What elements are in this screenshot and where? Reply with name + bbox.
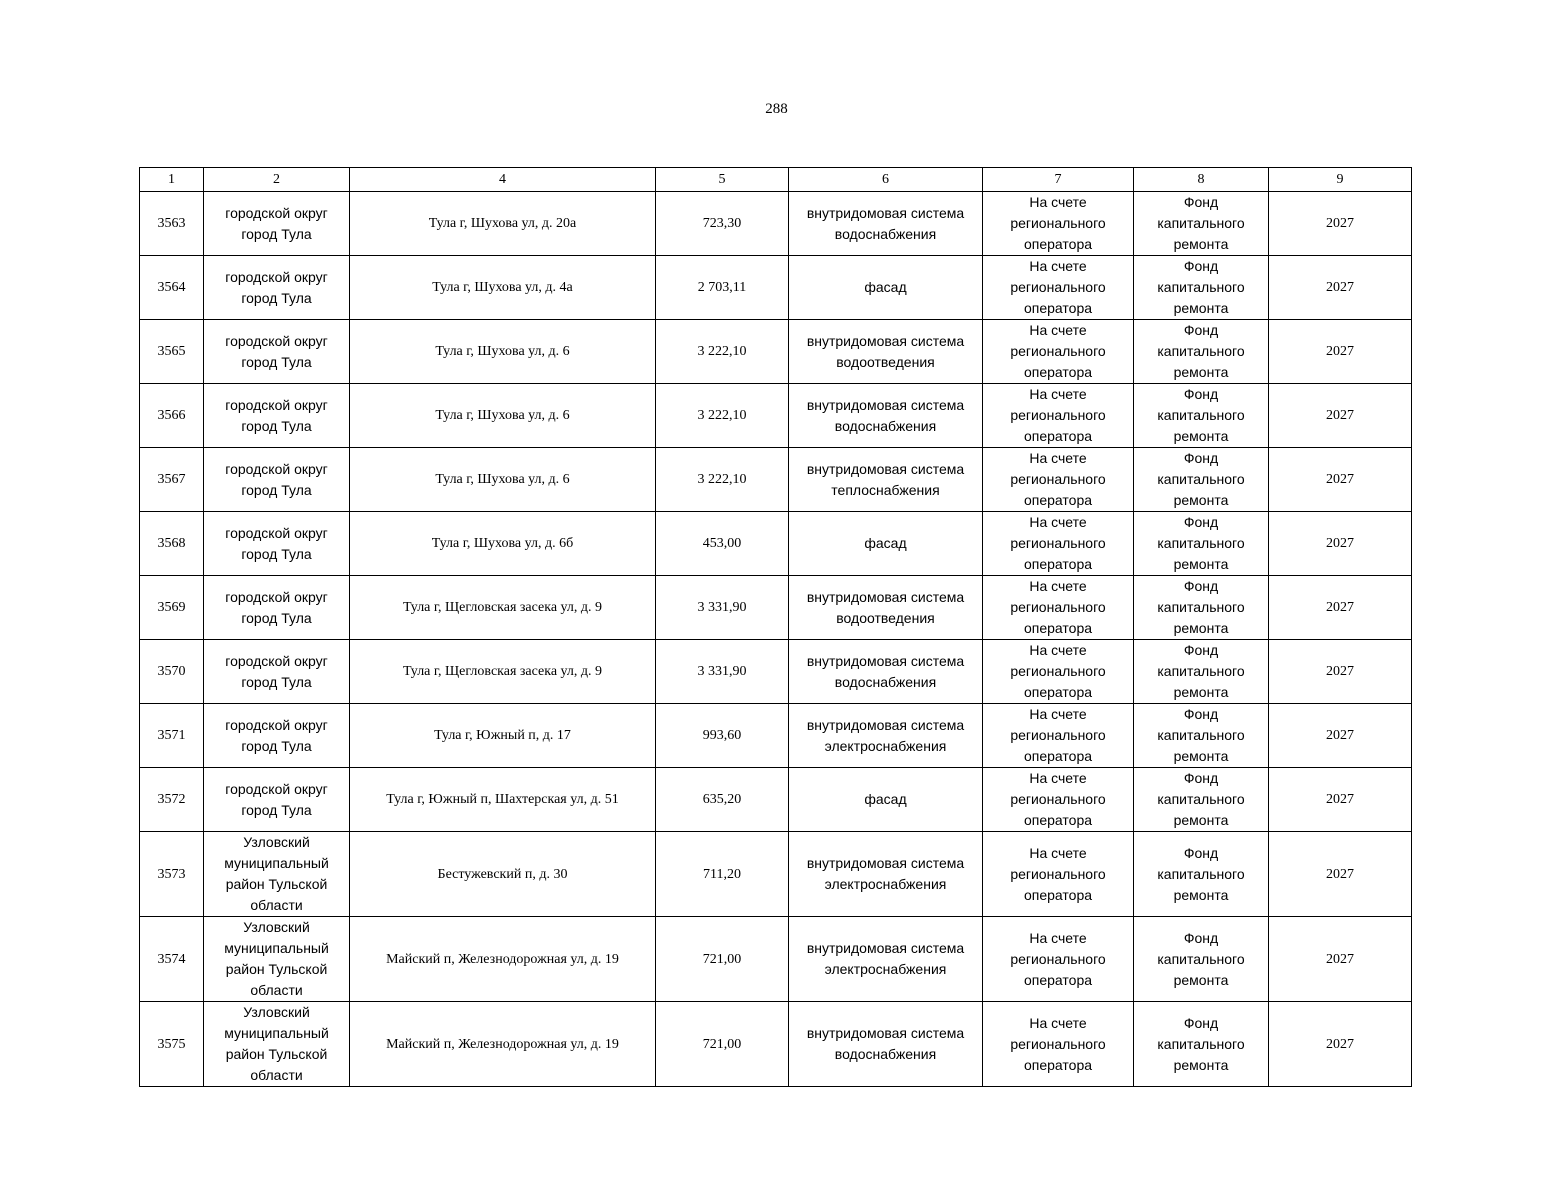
municipality-cell-line: район Тульской: [225, 961, 328, 977]
account-cell-line: оператора: [1023, 971, 1093, 988]
account-cell-line: На счете: [1029, 770, 1087, 786]
municipality-cell-line: городской округ: [225, 204, 328, 221]
funding-source-cell-line: Фонд: [1183, 258, 1219, 274]
municipality-cell-line: области: [250, 982, 303, 998]
area-cell: 3 222,10: [656, 320, 789, 384]
work-type-cell: [789, 576, 983, 640]
funding-source-cell-line: капитального: [1157, 791, 1245, 807]
funding-source-cell: [1134, 768, 1269, 832]
account-cell-line: На счете: [1029, 322, 1087, 338]
work-type-cell-line: водоснабжения: [834, 225, 937, 242]
work-type-cell-line: внутридомовая система: [806, 652, 965, 669]
work-type-cell: [789, 832, 983, 917]
address-cell: Тула г, Шухова ул, д. 4а: [350, 256, 656, 320]
municipality-cell: [204, 448, 350, 512]
account-cell-line: оператора: [1023, 620, 1093, 636]
municipality-cell-line: город Тула: [241, 673, 312, 690]
account-cell-line: оператора: [1023, 428, 1093, 444]
table-row: [140, 640, 1412, 704]
account-cell: [983, 192, 1134, 256]
municipality-cell: [204, 576, 350, 640]
table-row: [140, 832, 1412, 917]
account-cell-line: На счете: [1029, 578, 1087, 594]
funding-source-cell-line: Фонд: [1183, 642, 1219, 658]
work-type-cell: [789, 917, 983, 1002]
work-type-cell-line: водоснабжения: [834, 1046, 937, 1062]
municipality-cell-line: городской округ: [225, 460, 328, 477]
municipality-cell-line: город Тула: [241, 609, 312, 626]
work-type-cell: [789, 384, 983, 448]
account-cell: [983, 512, 1134, 576]
work-type-cell-line: внутридомовая система: [806, 1025, 965, 1041]
work-type-cell-line: внутридомовая система: [806, 940, 965, 956]
municipality-cell: [204, 512, 350, 576]
area-cell: 453,00: [656, 512, 789, 576]
work-type-cell-line: фасад: [864, 791, 907, 807]
year-cell: 2027: [1269, 576, 1412, 640]
column-number-row: [140, 168, 1412, 192]
work-type-cell: [789, 320, 983, 384]
municipality-cell: [204, 768, 350, 832]
account-cell: [983, 256, 1134, 320]
municipality-cell-line: город Тула: [241, 545, 312, 562]
funding-source-cell: [1134, 384, 1269, 448]
funding-source-cell-line: Фонд: [1183, 929, 1219, 946]
funding-source-cell-line: капитального: [1157, 727, 1245, 743]
work-type-cell-line: электроснабжения: [824, 876, 947, 892]
year-cell: 2027: [1269, 256, 1412, 320]
area-cell: 3 331,90: [656, 576, 789, 640]
municipality-cell: [204, 256, 350, 320]
work-type-cell-line: теплоснабжения: [831, 481, 940, 498]
municipality-cell-line: городской округ: [225, 716, 328, 733]
work-type-cell: [789, 1002, 983, 1087]
table-body: [140, 168, 1412, 1087]
funding-source-cell-line: Фонд: [1183, 514, 1219, 530]
funding-source-cell: [1134, 917, 1269, 1002]
municipality-cell-line: муниципальный: [224, 855, 329, 871]
address-cell: Тула г, Шухова ул, д. 6: [350, 448, 656, 512]
account-cell-line: регионального: [1010, 727, 1106, 743]
account-cell-line: На счете: [1029, 844, 1087, 861]
area-cell: 3 222,10: [656, 448, 789, 512]
account-cell: [983, 1002, 1134, 1087]
funding-source-cell-line: капитального: [1157, 343, 1245, 359]
account-cell-line: регионального: [1010, 407, 1106, 423]
row-number-cell: 3570: [140, 640, 204, 704]
table-row: [140, 704, 1412, 768]
funding-source-cell-line: ремонта: [1173, 300, 1229, 316]
account-cell-line: На счете: [1029, 514, 1087, 530]
municipality-cell-line: город Тула: [241, 801, 312, 818]
row-number-cell: 3566: [140, 384, 204, 448]
table-row: [140, 256, 1412, 320]
funding-source-cell: [1134, 832, 1269, 917]
work-type-cell: [789, 192, 983, 256]
municipality-cell-line: город Тула: [241, 225, 312, 242]
work-type-cell-line: фасад: [864, 535, 907, 551]
column-header: 2: [204, 168, 350, 192]
work-type-cell-line: фасад: [864, 279, 907, 295]
table-row: [140, 512, 1412, 576]
funding-source-cell-line: ремонта: [1173, 971, 1229, 988]
municipality-cell-line: муниципальный: [224, 1025, 329, 1041]
funding-source-cell-line: ремонта: [1173, 1056, 1229, 1073]
year-cell: 2027: [1269, 640, 1412, 704]
column-header: 4: [350, 168, 656, 192]
municipality-cell-line: Узловский: [243, 1004, 310, 1020]
row-number-cell: 3568: [140, 512, 204, 576]
municipality-cell-line: городской округ: [225, 332, 328, 349]
work-type-cell-line: внутридомовая система: [806, 204, 965, 221]
work-type-cell-line: внутридомовая система: [806, 855, 965, 871]
year-cell: 2027: [1269, 704, 1412, 768]
account-cell: [983, 384, 1134, 448]
funding-source-cell-line: ремонта: [1173, 492, 1229, 508]
table-row: [140, 384, 1412, 448]
address-cell: Тула г, Шухова ул, д. 20а: [350, 192, 656, 256]
work-type-cell-line: внутридомовая система: [806, 716, 965, 733]
work-type-cell-line: электроснабжения: [824, 737, 947, 754]
funding-source-cell: [1134, 512, 1269, 576]
funding-source-cell-line: ремонта: [1173, 748, 1229, 764]
row-number-cell: 3574: [140, 917, 204, 1002]
area-cell: 711,20: [656, 832, 789, 917]
funding-source-cell: [1134, 256, 1269, 320]
funding-source-cell-line: капитального: [1157, 471, 1245, 487]
account-cell-line: регионального: [1010, 535, 1106, 551]
funding-source-cell-line: ремонта: [1173, 236, 1229, 252]
funding-source-cell-line: ремонта: [1173, 556, 1229, 572]
municipality-cell-line: город Тула: [241, 737, 312, 754]
funding-source-cell-line: ремонта: [1173, 364, 1229, 380]
account-cell: [983, 917, 1134, 1002]
account-cell-line: На счете: [1029, 258, 1087, 274]
area-cell: 723,30: [656, 192, 789, 256]
account-cell: [983, 576, 1134, 640]
funding-source-cell-line: ремонта: [1173, 620, 1229, 636]
table-row: [140, 768, 1412, 832]
year-cell: 2027: [1269, 832, 1412, 917]
work-type-cell-line: внутридомовая система: [806, 460, 965, 477]
account-cell-line: регионального: [1010, 279, 1106, 295]
funding-source-cell: [1134, 640, 1269, 704]
account-cell-line: оператора: [1023, 492, 1093, 508]
work-type-cell: [789, 448, 983, 512]
funding-source-cell-line: капитального: [1157, 535, 1245, 551]
municipality-cell-line: район Тульской: [225, 876, 328, 892]
account-cell-line: оператора: [1023, 556, 1093, 572]
account-cell-line: регионального: [1010, 865, 1106, 882]
funding-source-cell: [1134, 1002, 1269, 1087]
municipality-cell-line: Узловский: [243, 919, 310, 935]
funding-source-cell-line: Фонд: [1183, 386, 1219, 402]
municipality-cell-line: городской округ: [225, 652, 328, 669]
account-cell-line: оператора: [1023, 684, 1093, 700]
municipality-cell-line: области: [250, 1067, 303, 1083]
work-type-cell: [789, 640, 983, 704]
funding-source-cell-line: ремонта: [1173, 812, 1229, 828]
area-cell: 721,00: [656, 917, 789, 1002]
municipality-cell-line: городской округ: [225, 396, 328, 413]
funding-source-cell-line: ремонта: [1173, 886, 1229, 903]
account-cell-line: На счете: [1029, 450, 1087, 466]
work-type-cell-line: внутридомовая система: [806, 588, 965, 605]
funding-source-cell: [1134, 576, 1269, 640]
funding-source-cell-line: капитального: [1157, 865, 1245, 882]
account-cell-line: регионального: [1010, 950, 1106, 967]
account-cell-line: оператора: [1023, 1056, 1093, 1073]
address-cell: Майский п, Железнодорожная ул, д. 19: [350, 1002, 656, 1087]
address-cell: Тула г, Шухова ул, д. 6: [350, 320, 656, 384]
account-cell-line: оператора: [1023, 236, 1093, 252]
table-row: [140, 448, 1412, 512]
account-cell-line: На счете: [1029, 642, 1087, 658]
address-cell: Тула г, Южный п, д. 17: [350, 704, 656, 768]
account-cell-line: оператора: [1023, 748, 1093, 764]
area-cell: 2 703,11: [656, 256, 789, 320]
table-row: [140, 192, 1412, 256]
funding-source-cell-line: Фонд: [1183, 578, 1219, 594]
table-row: [140, 917, 1412, 1002]
row-number-cell: 3565: [140, 320, 204, 384]
column-header: 8: [1134, 168, 1269, 192]
funding-source-cell-line: ремонта: [1173, 684, 1229, 700]
area-cell: 721,00: [656, 1002, 789, 1087]
address-cell: Тула г, Южный п, Шахтерская ул, д. 51: [350, 768, 656, 832]
table-row: [140, 576, 1412, 640]
municipality-cell-line: городской округ: [225, 780, 328, 797]
address-cell: Бестужевский п, д. 30: [350, 832, 656, 917]
year-cell: 2027: [1269, 768, 1412, 832]
municipality-cell: [204, 640, 350, 704]
account-cell-line: регионального: [1010, 215, 1106, 231]
municipality-cell-line: области: [250, 897, 303, 913]
account-cell-line: регионального: [1010, 791, 1106, 807]
year-cell: 2027: [1269, 512, 1412, 576]
work-type-cell-line: внутридомовая система: [806, 332, 965, 349]
municipality-cell: [204, 704, 350, 768]
column-header: 1: [140, 168, 204, 192]
address-cell: Тула г, Щегловская засека ул, д. 9: [350, 576, 656, 640]
work-type-cell: [789, 704, 983, 768]
account-cell-line: На счете: [1029, 706, 1087, 722]
account-cell-line: оператора: [1023, 364, 1093, 380]
funding-source-cell-line: капитального: [1157, 663, 1245, 679]
funding-source-cell-line: Фонд: [1183, 770, 1219, 786]
repair-schedule-table: [139, 167, 1412, 1087]
funding-source-cell-line: Фонд: [1183, 1014, 1219, 1031]
area-cell: 3 222,10: [656, 384, 789, 448]
account-cell-line: оператора: [1023, 886, 1093, 903]
account-cell: [983, 320, 1134, 384]
municipality-cell-line: город Тула: [241, 481, 312, 498]
year-cell: 2027: [1269, 192, 1412, 256]
funding-source-cell-line: ремонта: [1173, 428, 1229, 444]
municipality-cell-line: район Тульской: [225, 1046, 328, 1062]
address-cell: Тула г, Шухова ул, д. 6б: [350, 512, 656, 576]
municipality-cell-line: город Тула: [241, 289, 312, 306]
page-number: 288: [765, 101, 788, 117]
funding-source-cell-line: капитального: [1157, 279, 1245, 295]
account-cell-line: регионального: [1010, 663, 1106, 679]
account-cell: [983, 704, 1134, 768]
work-type-cell: [789, 768, 983, 832]
work-type-cell-line: электроснабжения: [824, 961, 947, 977]
row-number-cell: 3571: [140, 704, 204, 768]
municipality-cell: [204, 320, 350, 384]
row-number-cell: 3564: [140, 256, 204, 320]
funding-source-cell: [1134, 192, 1269, 256]
account-cell-line: На счете: [1029, 1014, 1087, 1031]
year-cell: 2027: [1269, 320, 1412, 384]
funding-source-cell-line: Фонд: [1183, 844, 1219, 861]
funding-source-cell: [1134, 320, 1269, 384]
year-cell: 2027: [1269, 1002, 1412, 1087]
account-cell-line: регионального: [1010, 599, 1106, 615]
municipality-cell-line: муниципальный: [224, 940, 329, 956]
municipality-cell: [204, 384, 350, 448]
municipality-cell: [204, 832, 350, 917]
row-number-cell: 3569: [140, 576, 204, 640]
account-cell-line: регионального: [1010, 343, 1106, 359]
funding-source-cell-line: Фонд: [1183, 322, 1219, 338]
row-number-cell: 3573: [140, 832, 204, 917]
row-number-cell: 3563: [140, 192, 204, 256]
account-cell: [983, 832, 1134, 917]
municipality-cell-line: городской округ: [225, 268, 328, 285]
account-cell-line: регионального: [1010, 471, 1106, 487]
column-header: 7: [983, 168, 1134, 192]
municipality-cell-line: Узловский: [243, 834, 310, 850]
funding-source-cell-line: капитального: [1157, 215, 1245, 231]
year-cell: 2027: [1269, 448, 1412, 512]
work-type-cell-line: водоснабжения: [834, 417, 937, 434]
address-cell: Майский п, Железнодорожная ул, д. 19: [350, 917, 656, 1002]
municipality-cell-line: город Тула: [241, 353, 312, 370]
table-row: [140, 320, 1412, 384]
area-cell: 3 331,90: [656, 640, 789, 704]
year-cell: 2027: [1269, 917, 1412, 1002]
funding-source-cell-line: капитального: [1157, 950, 1245, 967]
column-header: 6: [789, 168, 983, 192]
account-cell-line: На счете: [1029, 386, 1087, 402]
account-cell-line: регионального: [1010, 1035, 1106, 1052]
municipality-cell: [204, 917, 350, 1002]
column-header: 9: [1269, 168, 1412, 192]
row-number-cell: 3572: [140, 768, 204, 832]
area-cell: 993,60: [656, 704, 789, 768]
funding-source-cell: [1134, 704, 1269, 768]
work-type-cell: [789, 512, 983, 576]
municipality-cell: [204, 192, 350, 256]
funding-source-cell-line: Фонд: [1183, 706, 1219, 722]
account-cell-line: оператора: [1023, 812, 1093, 828]
funding-source-cell-line: капитального: [1157, 1035, 1245, 1052]
account-cell: [983, 640, 1134, 704]
municipality-cell-line: городской округ: [225, 588, 328, 605]
account-cell-line: На счете: [1029, 929, 1087, 946]
row-number-cell: 3575: [140, 1002, 204, 1087]
year-cell: 2027: [1269, 384, 1412, 448]
funding-source-cell-line: Фонд: [1183, 194, 1219, 210]
funding-source-cell-line: капитального: [1157, 599, 1245, 615]
work-type-cell: [789, 256, 983, 320]
row-number-cell: 3567: [140, 448, 204, 512]
funding-source-cell: [1134, 448, 1269, 512]
account-cell: [983, 768, 1134, 832]
municipality-cell-line: город Тула: [241, 417, 312, 434]
work-type-cell-line: водоснабжения: [834, 673, 937, 690]
account-cell-line: На счете: [1029, 194, 1087, 210]
funding-source-cell-line: Фонд: [1183, 450, 1219, 466]
account-cell: [983, 448, 1134, 512]
work-type-cell-line: водоотведения: [836, 353, 935, 370]
work-type-cell-line: водоотведения: [836, 609, 935, 626]
municipality-cell-line: городской округ: [225, 524, 328, 541]
account-cell-line: оператора: [1023, 300, 1093, 316]
work-type-cell-line: внутридомовая система: [806, 396, 965, 413]
column-header: 5: [656, 168, 789, 192]
funding-source-cell-line: капитального: [1157, 407, 1245, 423]
municipality-cell: [204, 1002, 350, 1087]
table-row: [140, 1002, 1412, 1087]
address-cell: Тула г, Шухова ул, д. 6: [350, 384, 656, 448]
address-cell: Тула г, Щегловская засека ул, д. 9: [350, 640, 656, 704]
area-cell: 635,20: [656, 768, 789, 832]
